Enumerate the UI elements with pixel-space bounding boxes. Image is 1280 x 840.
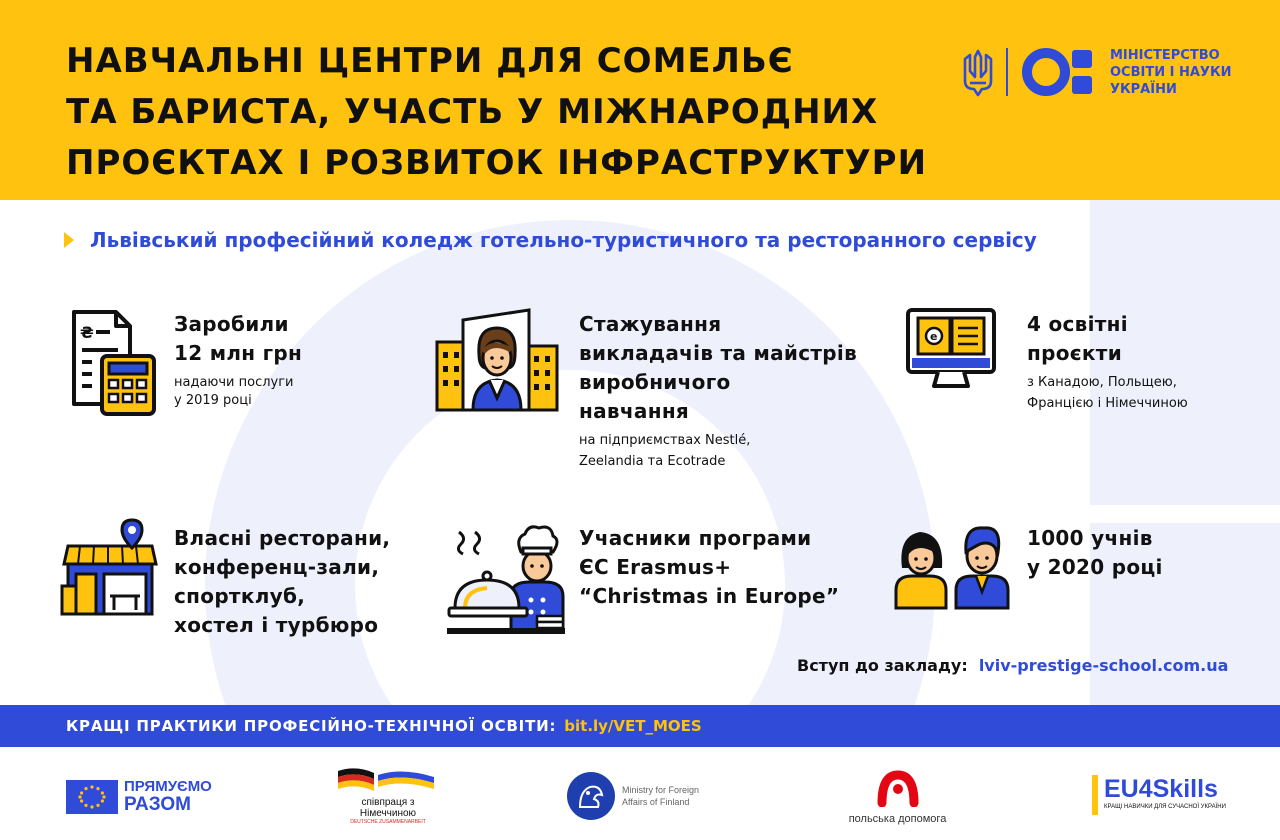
germany-caption-line: Німеччиною [359, 808, 417, 819]
eu4skills-name: EU4Skills [1104, 775, 1218, 803]
polish-aid-icon [877, 769, 919, 807]
eu4skills-text [1104, 775, 1226, 812]
page-title [66, 36, 927, 189]
stat-title: Учасники програми [579, 526, 812, 550]
chef-icon [445, 524, 570, 639]
students-icon [890, 518, 1014, 612]
stat-note-line: у 2019 році [174, 393, 252, 408]
calculator-icon [68, 308, 158, 418]
trident-icon [960, 47, 996, 97]
stat-title: спортклуб, [174, 584, 306, 608]
finland-caption-line: Ministry for Foreign [622, 785, 700, 795]
eu-slogan-line: РАЗОМ [124, 794, 191, 815]
ministry-line: УКРАЇНИ [1110, 81, 1177, 97]
stat-note-line: на підприємствах Nestlé, [579, 433, 751, 448]
eu4skills-tagline: КРАЩІ НАВИЧКИ ДЛЯ СУЧАСНОЇ УКРАЇНИ [1104, 804, 1226, 810]
finland-lion-icon [566, 771, 616, 821]
stat-note [1027, 372, 1188, 414]
stat-title: хостел і турбюро [174, 613, 379, 637]
germany-logo [338, 767, 438, 826]
ministry-logo [960, 42, 1231, 102]
eu4skills-logo [1092, 775, 1226, 815]
teacher-icon [435, 306, 560, 414]
stat-title: викладачів та майстрів [579, 341, 858, 365]
germany-caption-line: DEUTSCHE ZUSAMMENARBEIT [350, 819, 426, 825]
finland-logo [566, 771, 699, 821]
stat-note [579, 430, 857, 472]
eu-logo [66, 779, 212, 814]
eu4skills-bar [1092, 775, 1098, 815]
polish-aid-logo [845, 769, 950, 825]
stat-title: навчання [579, 399, 690, 423]
germany-caption-line: співпраця з [361, 797, 415, 808]
admission-info [797, 656, 1228, 675]
eu-flag-icon [66, 780, 118, 814]
svg-text:₴: ₴ [80, 323, 94, 342]
stat-title: Стажування [579, 312, 722, 336]
college-heading [64, 228, 1037, 252]
germany-ukraine-flags-icon [338, 767, 438, 793]
title-line: НАВЧАЛЬНІ ЦЕНТРИ ДЛЯ СОМЕЛЬЄ [66, 41, 794, 81]
decor-gap [1090, 505, 1280, 523]
stat-note-line: з Канадою, Польщею, [1027, 375, 1177, 390]
mon-logo-icon [1022, 46, 1102, 98]
decor-square [1090, 200, 1280, 705]
admission-link[interactable]: lviv-prestige-school.com.ua [978, 656, 1229, 675]
online-book-icon [904, 306, 998, 390]
college-name: Львівський професійний коледж готельно-туристичного та ресторанного сервісу [90, 228, 1037, 252]
ministry-line: ОСВІТИ І НАУКИ [1110, 64, 1232, 80]
footer-bar [0, 705, 1280, 747]
partner-logos [0, 747, 1280, 840]
stat-note-line: Францією і Німеччиною [1027, 396, 1188, 411]
admission-label: Вступ до закладу: [797, 656, 968, 675]
stat-title: ЄС Erasmus+ [579, 555, 732, 579]
stat-title: виробничого [579, 370, 731, 394]
stat-title: “Christmas in Europe” [579, 584, 840, 608]
polish-aid-caption: польська допомога [848, 813, 947, 825]
stat-title: Власні ресторани, [174, 526, 391, 550]
stat-infrastructure [174, 524, 390, 640]
finland-caption-line: Affairs of Finland [622, 797, 690, 807]
stat-note-line: Zeelandia та Ecotrade [579, 454, 726, 469]
eu-slogan-line: ПРЯМУЄМО [124, 778, 212, 795]
ministry-line: МІНІСТЕРСТВО [1110, 47, 1220, 63]
stat-internship [579, 310, 857, 472]
svg-text:e: e [930, 330, 938, 343]
ministry-name [1110, 47, 1231, 98]
footer-link[interactable]: bit.ly/VET_MOES [564, 717, 702, 735]
header-banner [0, 0, 1280, 200]
stat-note-line: надаючи послуги [174, 375, 294, 390]
stat-title: 4 освітні [1027, 312, 1128, 336]
stat-title: 1000 учнів [1027, 526, 1153, 550]
stat-title: Заробили [174, 312, 289, 336]
eu-slogan [124, 779, 212, 814]
stat-title: 12 млн грн [174, 341, 303, 365]
stat-earnings [174, 310, 302, 411]
triangle-bullet-icon [64, 232, 74, 248]
footer-text: КРАЩІ ПРАКТИКИ ПРОФЕСІЙНО-ТЕХНІЧНОЇ ОСВІТИ: [66, 717, 557, 735]
stat-note [174, 372, 302, 411]
logo-divider [1006, 48, 1008, 96]
finland-caption [622, 784, 699, 808]
stat-title: у 2020 році [1027, 555, 1163, 579]
stat-erasmus [579, 524, 839, 611]
germany-caption [338, 797, 438, 826]
restaurant-icon [60, 518, 160, 618]
title-line: ТА БАРИСТА, УЧАСТЬ У МІЖНАРОДНИХ [66, 92, 879, 132]
stat-title: конференц-зали, [174, 555, 380, 579]
stat-title: проєкти [1027, 341, 1123, 365]
stat-students [1027, 524, 1163, 582]
title-line: ПРОЄКТАХ І РОЗВИТОК ІНФРАСТРУКТУРИ [66, 143, 928, 183]
stat-projects [1027, 310, 1188, 414]
